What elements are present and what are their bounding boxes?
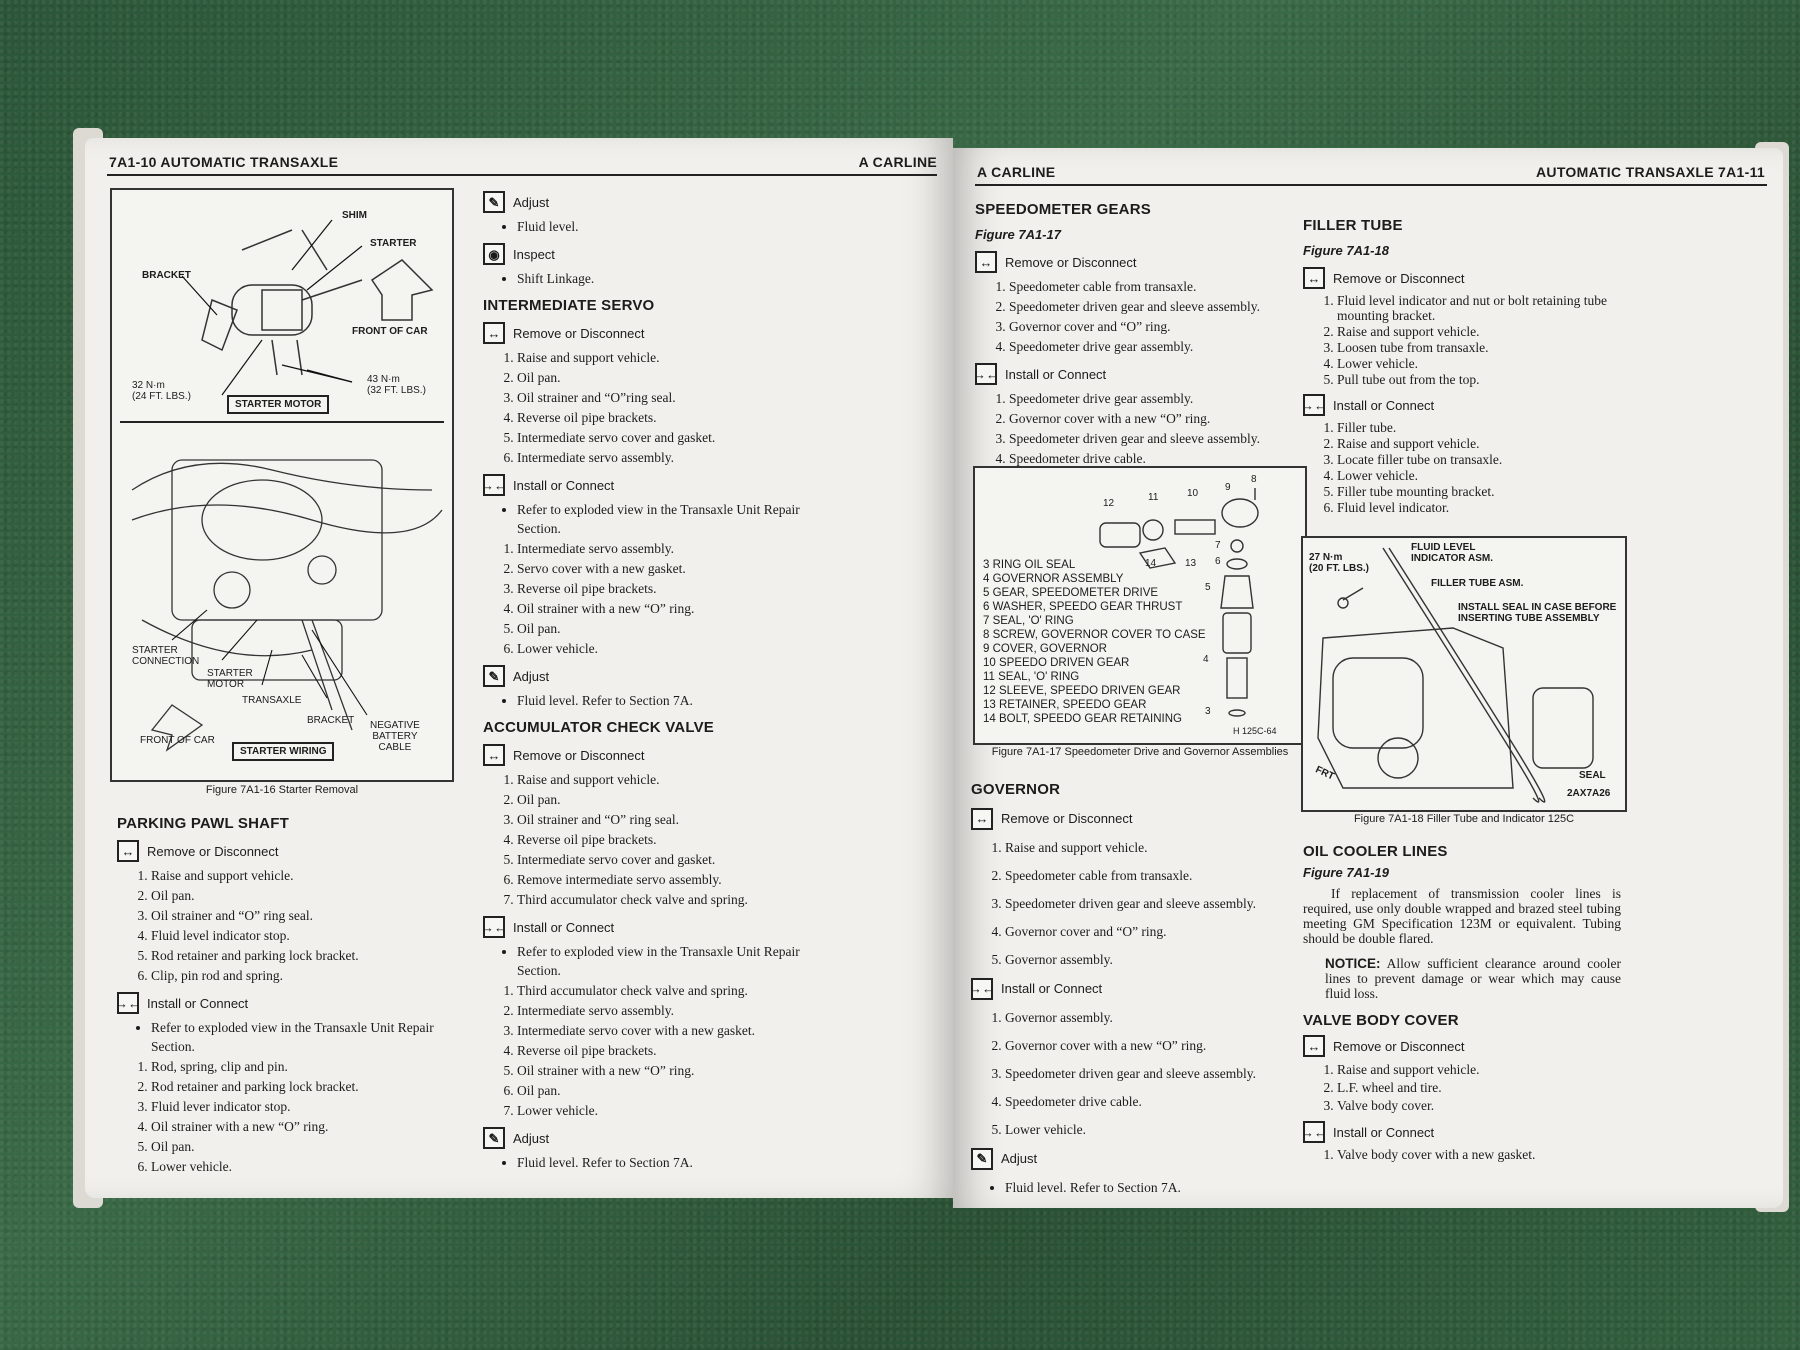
label-install-seal: INSTALL SEAL IN CASE BEFORE INSERTING TUBE ASSEMBLY [1458, 602, 1617, 624]
list-item: • Fluid level. Refer to Section 7A. [1005, 1174, 1291, 1201]
part-number: 9 [1225, 482, 1231, 493]
part-number: 3 [1205, 706, 1211, 717]
remove-disconnect-icon: ↔ [971, 808, 993, 830]
list-item: • Shift Linkage. [517, 269, 828, 288]
servo-install-heading: →← Install or Connect [483, 474, 828, 496]
right-page-column-1 [975, 192, 1285, 469]
servo-remove-list [483, 348, 828, 467]
list-item: • Refer to exploded view in the Transaxle Unit Repair Section. [151, 1018, 462, 1056]
list-item: 1. Raise and support vehicle. [151, 866, 462, 885]
remove-disconnect-icon: ↔ [1303, 1035, 1325, 1057]
list-item: 5. Intermediate servo cover and gasket. [517, 850, 828, 869]
servo-adjust-heading: ✎ Adjust [483, 665, 828, 687]
remove-disconnect-icon: ↔ [1303, 267, 1325, 289]
part-number: 4 [1203, 654, 1209, 665]
parking-pawl-install-note [117, 1018, 462, 1056]
list-item: 1. Rod, spring, clip and pin. [151, 1057, 462, 1076]
list-item: 4. Governor cover and “O” ring. [1005, 918, 1291, 945]
list-item: 6. Intermediate servo assembly. [517, 448, 828, 467]
list-item: 4. Oil strainer with a new “O” ring. [151, 1117, 462, 1136]
list-item: 4. Reverse oil pipe brackets. [517, 830, 828, 849]
label-shim: SHIM [342, 210, 367, 221]
legend-item: 5 GEAR, SPEEDOMETER DRIVE [983, 587, 1159, 599]
label-front-of-car: FRONT OF CAR [352, 326, 428, 337]
oil-cooler-section [1303, 836, 1621, 1163]
left-header-carline: A CARLINE [858, 154, 937, 170]
governor-install-list [971, 1004, 1291, 1143]
servo-remove-heading: ↔ Remove or Disconnect [483, 322, 828, 344]
list-item: 2. Oil pan. [517, 790, 828, 809]
list-item: 2. Intermediate servo assembly. [517, 1001, 828, 1020]
part-number: 5 [1205, 582, 1211, 593]
governor-adjust-list [971, 1174, 1291, 1201]
list-item: 3. Intermediate servo cover with a new gasket. [517, 1021, 828, 1040]
list-item: 4. Reverse oil pipe brackets. [517, 408, 828, 427]
accumulator-adjust-list [483, 1153, 828, 1172]
oil-cooler-notice [1303, 956, 1621, 1001]
adjust-wrench-icon: ✎ [483, 191, 505, 213]
filler-install-heading: →← Install or Connect [1303, 394, 1633, 416]
adjust-list [483, 217, 828, 236]
legend-item: 12 SLEEVE, SPEEDO DRIVEN GEAR [983, 685, 1181, 697]
governor-adjust-heading: ✎ Adjust [971, 1145, 1291, 1172]
label-bracket: BRACKET [142, 270, 191, 281]
label-torque-43nm: 43 N·m (32 FT. LBS.) [367, 374, 426, 396]
speedometer-figref: Figure 7A1-17 [975, 227, 1061, 242]
open-manual [55, 128, 1765, 1218]
list-item: 3. Oil strainer and “O” ring seal. [151, 906, 462, 925]
parking-pawl-section [117, 806, 462, 1177]
list-item: 1. Fluid level indicator and nut or bolt retaining tube mounting bracket. [1337, 293, 1633, 323]
servo-install-note [483, 500, 828, 538]
list-item: 1. Raise and support vehicle. [517, 770, 828, 789]
list-item: 6. Remove intermediate servo assembly. [517, 870, 828, 889]
list-item: 5. Governor assembly. [1005, 946, 1291, 973]
parking-pawl-install-heading: →← Install or Connect [117, 992, 462, 1014]
filler-tube-figref: Figure 7A1-18 [1303, 243, 1389, 258]
left-page [85, 138, 953, 1198]
accumulator-install-heading: →← Install or Connect [483, 916, 828, 938]
part-number: 7 [1215, 540, 1221, 551]
label-negative-battery-cable: NEGATIVE BATTERY CABLE [370, 720, 420, 753]
right-header-carline: A CARLINE [977, 164, 1056, 180]
adjust-wrench-icon: ✎ [971, 1148, 993, 1170]
inspect-list [483, 269, 828, 288]
list-item: 2. Raise and support vehicle. [1337, 436, 1633, 451]
install-connect-icon: →← [975, 363, 997, 385]
accumulator-remove-list [483, 770, 828, 909]
remove-disconnect-icon: ↔ [117, 840, 139, 862]
list-item: 3. Governor cover and “O” ring. [1009, 317, 1285, 336]
list-item: 6. Lower vehicle. [517, 639, 828, 658]
figure-17-legend [983, 558, 1206, 726]
install-connect-icon: →← [483, 474, 505, 496]
legend-item: 8 SCREW, GOVERNOR COVER TO CASE [983, 629, 1206, 641]
label-bracket-2: BRACKET [307, 715, 355, 726]
list-item: 1. Third accumulator check valve and spring. [517, 981, 828, 1000]
inspect-eye-icon: ◉ [483, 243, 505, 265]
inspect-heading: ◉ Inspect [483, 243, 828, 265]
list-item: 7. Lower vehicle. [517, 1101, 828, 1120]
parking-pawl-remove-list [117, 866, 462, 985]
legend-item: 14 BOLT, SPEEDO GEAR RETAINING [983, 713, 1182, 725]
figure-18-caption: Figure 7A1-18 Filler Tube and Indicator 125C [1353, 813, 1575, 825]
figure-filler-tube [1301, 536, 1627, 812]
valve-install-heading: →← Install or Connect [1303, 1121, 1621, 1143]
label-front-of-car-2: FRONT OF CAR [140, 735, 215, 746]
adjust-heading: ✎ Adjust [483, 191, 828, 213]
legend-item: 9 COVER, GOVERNOR [983, 643, 1107, 655]
right-page-column-2 [1303, 208, 1633, 516]
remove-disconnect-icon: ↔ [483, 744, 505, 766]
parking-pawl-remove-heading: ↔ Remove or Disconnect [117, 840, 462, 862]
governor-section [971, 768, 1291, 1202]
filler-remove-list [1303, 293, 1633, 387]
legend-item: 3 RING OIL SEAL [983, 559, 1076, 571]
legend-item: 4 GOVERNOR ASSEMBLY [983, 573, 1124, 585]
list-item: 5. Pull tube out from the top. [1337, 372, 1633, 387]
list-item: 4. Fluid level indicator stop. [151, 926, 462, 945]
list-item: • Refer to exploded view in the Transaxle Unit Repair Section. [517, 942, 828, 980]
figure-17-code: H 125C-64 [1233, 726, 1277, 736]
list-item: 2. Oil pan. [151, 886, 462, 905]
list-item: 2. Raise and support vehicle. [1337, 324, 1633, 339]
list-item: 4. Speedometer drive cable. [1005, 1088, 1291, 1115]
figure-17-caption: Figure 7A1-17 Speedometer Drive and Governor Assemblies [991, 746, 1289, 758]
list-item: 1. Governor assembly. [1005, 1004, 1291, 1031]
list-item: 1. Speedometer cable from transaxle. [1009, 277, 1285, 296]
list-item: 5. Intermediate servo cover and gasket. [517, 428, 828, 447]
list-item: 4. Speedometer drive gear assembly. [1009, 337, 1285, 356]
list-item: 1. Raise and support vehicle. [1337, 1061, 1621, 1078]
left-header-title: 7A1-10 AUTOMATIC TRANSAXLE [109, 154, 339, 170]
valve-remove-list [1303, 1061, 1621, 1114]
label-transaxle: TRANSAXLE [242, 695, 302, 706]
list-item: 2. Servo cover with a new gasket. [517, 559, 828, 578]
list-item: 4. Speedometer drive cable. [1009, 449, 1285, 468]
list-item: 3. Speedometer driven gear and sleeve assembly. [1009, 429, 1285, 448]
list-item: 3. Oil strainer and “O”ring seal. [517, 388, 828, 407]
legend-item: 10 SPEEDO DRIVEN GEAR [983, 657, 1130, 669]
label-frt: FRT [1313, 764, 1336, 783]
filler-remove-heading: ↔ Remove or Disconnect [1303, 267, 1633, 289]
filler-tube-title: FILLER TUBE [1303, 217, 1403, 234]
list-item: 2. Rod retainer and parking lock bracket. [151, 1077, 462, 1096]
list-item: 1. Raise and support vehicle. [517, 348, 828, 367]
list-item: 5. Oil pan. [517, 619, 828, 638]
legend-item: 11 SEAL, 'O' RING [983, 671, 1080, 683]
list-item: • Fluid level. Refer to Section 7A. [517, 1153, 828, 1172]
oil-cooler-figref: Figure 7A1-19 [1303, 865, 1389, 880]
parking-pawl-install-list [117, 1057, 462, 1176]
label-seal: SEAL [1579, 770, 1606, 781]
label-starter: STARTER [370, 238, 417, 249]
list-item: 5. Oil strainer with a new “O” ring. [517, 1061, 828, 1080]
list-item: 2. Oil pan. [517, 368, 828, 387]
part-number: 8 [1251, 474, 1257, 485]
label-starter-motor: STARTER MOTOR [207, 668, 253, 690]
parking-pawl-title: PARKING PAWL SHAFT [117, 815, 289, 832]
accumulator-title: ACCUMULATOR CHECK VALVE [483, 719, 714, 736]
list-item: 2. Speedometer driven gear and sleeve assembly. [1009, 297, 1285, 316]
part-number: 12 [1103, 498, 1115, 509]
governor-install-heading: →← Install or Connect [971, 975, 1291, 1002]
accumulator-install-note [483, 942, 828, 980]
list-item: 2. Speedometer cable from transaxle. [1005, 862, 1291, 889]
list-item: 3. Reverse oil pipe brackets. [517, 579, 828, 598]
list-item: 1. Intermediate servo assembly. [517, 539, 828, 558]
left-page-column-2 [483, 184, 828, 1173]
accumulator-install-list [483, 981, 828, 1120]
part-number: 6 [1215, 556, 1221, 567]
list-item: 4. Reverse oil pipe brackets. [517, 1041, 828, 1060]
list-item: 1. Speedometer drive gear assembly. [1009, 389, 1285, 408]
remove-disconnect-icon: ↔ [483, 322, 505, 344]
list-item: 2. L.F. wheel and tire. [1337, 1079, 1621, 1096]
intermediate-servo-title: INTERMEDIATE SERVO [483, 297, 655, 314]
list-item: 2. Governor cover with a new “O” ring. [1005, 1032, 1291, 1059]
label-fluid-level-indicator: FLUID LEVEL INDICATOR ASM. [1411, 542, 1494, 564]
valve-install-list [1303, 1147, 1621, 1162]
list-item: 5. Lower vehicle. [1005, 1116, 1291, 1143]
notice-label: NOTICE: [1325, 956, 1381, 971]
governor-remove-heading: ↔ Remove or Disconnect [971, 805, 1291, 832]
list-item: 2. Governor cover with a new “O” ring. [1009, 409, 1285, 428]
accumulator-adjust-heading: ✎ Adjust [483, 1127, 828, 1149]
list-item: • Fluid level. Refer to Section 7A. [517, 691, 828, 710]
list-item: 5. Rod retainer and parking lock bracket. [151, 946, 462, 965]
install-connect-icon: →← [483, 916, 505, 938]
list-item: 3. Locate filler tube on transaxle. [1337, 452, 1633, 467]
list-item: 6. Clip, pin rod and spring. [151, 966, 462, 985]
governor-title: GOVERNOR [971, 781, 1061, 798]
right-header-title: AUTOMATIC TRANSAXLE 7A1-11 [1536, 164, 1765, 180]
list-item: 5. Filler tube mounting bracket. [1337, 484, 1633, 499]
oil-cooler-paragraph: If replacement of transmission cooler lines is required, use only double wrapped and brazed steel tubing meeting GM Specification 123M or equivalent. Tubing should be double flared. [1303, 886, 1621, 946]
list-item: 3. Speedometer driven gear and sleeve assembly. [1005, 1060, 1291, 1087]
figure-16-caption: Figure 7A1-16 Starter Removal [205, 784, 359, 796]
part-number: 11 [1148, 492, 1159, 503]
install-connect-icon: →← [1303, 1121, 1325, 1143]
label-starter-motor-box: STARTER MOTOR [227, 395, 329, 414]
label-filler-tube-asm: FILLER TUBE ASM. [1431, 578, 1524, 589]
speedo-install-heading: →← Install or Connect [975, 363, 1285, 385]
list-item: 4. Oil strainer with a new “O” ring. [517, 599, 828, 618]
accumulator-remove-heading: ↔ Remove or Disconnect [483, 744, 828, 766]
list-item: 4. Lower vehicle. [1337, 356, 1633, 371]
label-code-2ax7a26: 2AX7A26 [1567, 788, 1611, 799]
speedo-remove-list [975, 277, 1285, 356]
figure-speedometer-drive [973, 466, 1307, 745]
list-item: 6. Oil pan. [517, 1081, 828, 1100]
list-item: 3. Loosen tube from transaxle. [1337, 340, 1633, 355]
remove-disconnect-icon: ↔ [975, 251, 997, 273]
legend-item: 6 WASHER, SPEEDO GEAR THRUST [983, 601, 1183, 613]
oil-cooler-title: OIL COOLER LINES [1303, 843, 1448, 860]
list-item: • Fluid level. [517, 217, 828, 236]
list-item: 1. Valve body cover with a new gasket. [1337, 1147, 1621, 1162]
list-item: 7. Third accumulator check valve and spring. [517, 890, 828, 909]
list-item: 1. Raise and support vehicle. [1005, 834, 1291, 861]
speedometer-title: SPEEDOMETER GEARS [975, 201, 1151, 218]
label-torque-32nm: 32 N·m (24 FT. LBS.) [132, 380, 191, 402]
valve-body-title: VALVE BODY COVER [1303, 1012, 1459, 1029]
part-number: 14 [1145, 558, 1157, 569]
label-starter-connection: STARTER CONNECTION [132, 645, 200, 667]
governor-remove-list [971, 834, 1291, 973]
figure-starter-removal [110, 188, 454, 782]
speedo-install-list [975, 389, 1285, 468]
speedo-remove-heading: ↔ Remove or Disconnect [975, 251, 1285, 273]
legend-item: 7 SEAL, 'O' RING [983, 615, 1074, 627]
filler-install-list [1303, 420, 1633, 515]
adjust-wrench-icon: ✎ [483, 665, 505, 687]
list-item: 5. Oil pan. [151, 1137, 462, 1156]
label-starter-wiring-box: STARTER WIRING [232, 742, 334, 761]
label-torque-27nm: 27 N·m (20 FT. LBS.) [1309, 552, 1370, 574]
part-number: 10 [1187, 488, 1199, 499]
list-item: 3. Fluid lever indicator stop. [151, 1097, 462, 1116]
right-header-rule [975, 184, 1767, 186]
list-item: 1. Filler tube. [1337, 420, 1633, 435]
list-item: 3. Speedometer driven gear and sleeve assembly. [1005, 890, 1291, 917]
install-connect-icon: →← [971, 978, 993, 1000]
part-number: 13 [1185, 558, 1197, 569]
adjust-wrench-icon: ✎ [483, 1127, 505, 1149]
legend-item: 13 RETAINER, SPEEDO GEAR [983, 699, 1147, 711]
left-header-rule [107, 174, 937, 176]
servo-install-list [483, 539, 828, 658]
list-item: 3. Valve body cover. [1337, 1097, 1621, 1114]
notice-text: Allow sufficient clearance around cooler lines to prevent damage or wear which may cause fluid loss. [1325, 956, 1621, 1001]
list-item: 6. Fluid level indicator. [1337, 500, 1633, 515]
valve-remove-heading: ↔ Remove or Disconnect [1303, 1035, 1621, 1057]
servo-adjust-list [483, 691, 828, 710]
right-page [953, 148, 1783, 1208]
list-item: 6. Lower vehicle. [151, 1157, 462, 1176]
install-connect-icon: →← [1303, 394, 1325, 416]
install-connect-icon: →← [117, 992, 139, 1014]
list-item: • Refer to exploded view in the Transaxle Unit Repair Section. [517, 500, 828, 538]
list-item: 3. Oil strainer and “O” ring seal. [517, 810, 828, 829]
list-item: 4. Lower vehicle. [1337, 468, 1633, 483]
